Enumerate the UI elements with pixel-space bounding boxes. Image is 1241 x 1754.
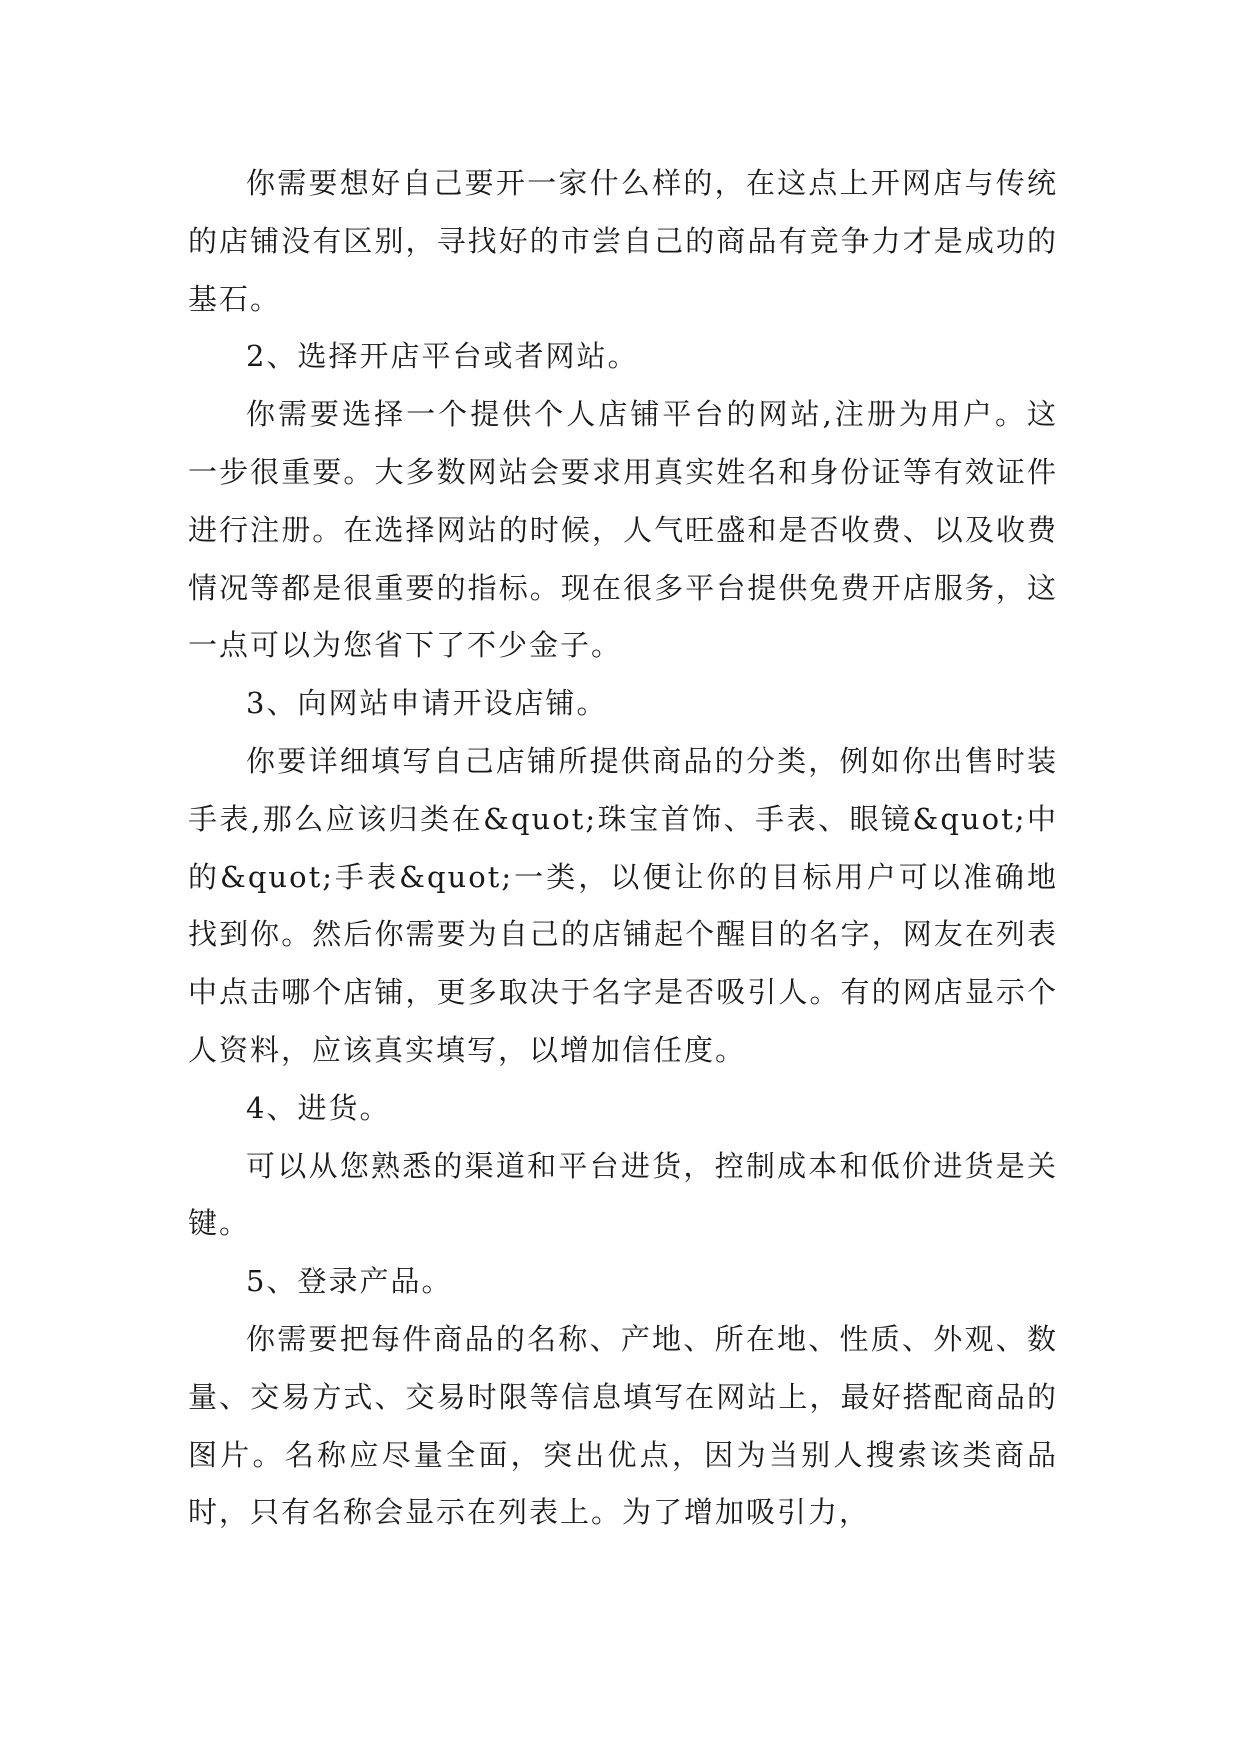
heading-step-3: 3、向网站申请开设店铺。 bbox=[246, 686, 608, 721]
paragraph-intro: 你需要想好自己要开一家什么样的，在这点上开网店与传统的店铺没有区别，寻找好的市尝自己的商品有竞争力才是成功的基石。 bbox=[188, 166, 1058, 316]
document-page bbox=[188, 155, 1058, 1542]
heading-step-2: 2、选择开店平台或者网站。 bbox=[246, 339, 639, 374]
paragraph-step-4: 可以从您熟悉的渠道和平台进货，控制成本和低价进货是关键。 bbox=[188, 1148, 1058, 1241]
heading-step-5: 5、登录产品。 bbox=[246, 1264, 453, 1299]
heading-step-4: 4、进货。 bbox=[246, 1090, 391, 1125]
paragraph-step-2: 你需要选择一个提供个人店铺平台的网站,注册为用户。这一步很重要。大多数网站会要求用真实姓名和身份证等有效证件进行注册。在选择网站的时候，人气旺盛和是否收费、以及收费情况等都是很重要的指标。现在很多平台提供免费开店服务，这一点可以为您省下了不少金子。 bbox=[188, 397, 1058, 663]
paragraph-step-3: 你要详细填写自己店铺所提供商品的分类，例如你出售时装手表,那么应该归类在&quot;珠宝首饰、手表、眼镜&quot;中的&quot;手表&quot;一类，以便让你的目标用户可以准确地找到你。然后你需要为自己的店铺起个醒目的名字，网友在列表中点击哪个店铺，更多取决于名字是否吸引人。有的网店显示个人资料，应该真实填写，以增加信任度。 bbox=[188, 743, 1058, 1067]
paragraph-step-5: 你需要把每件商品的名称、产地、所在地、性质、外观、数量、交易方式、交易时限等信息填写在网站上，最好搭配商品的图片。名称应尽量全面，突出优点，因为当别人搜索该类商品时，只有名称会显示在列表上。为了增加吸引力， bbox=[188, 1321, 1058, 1530]
